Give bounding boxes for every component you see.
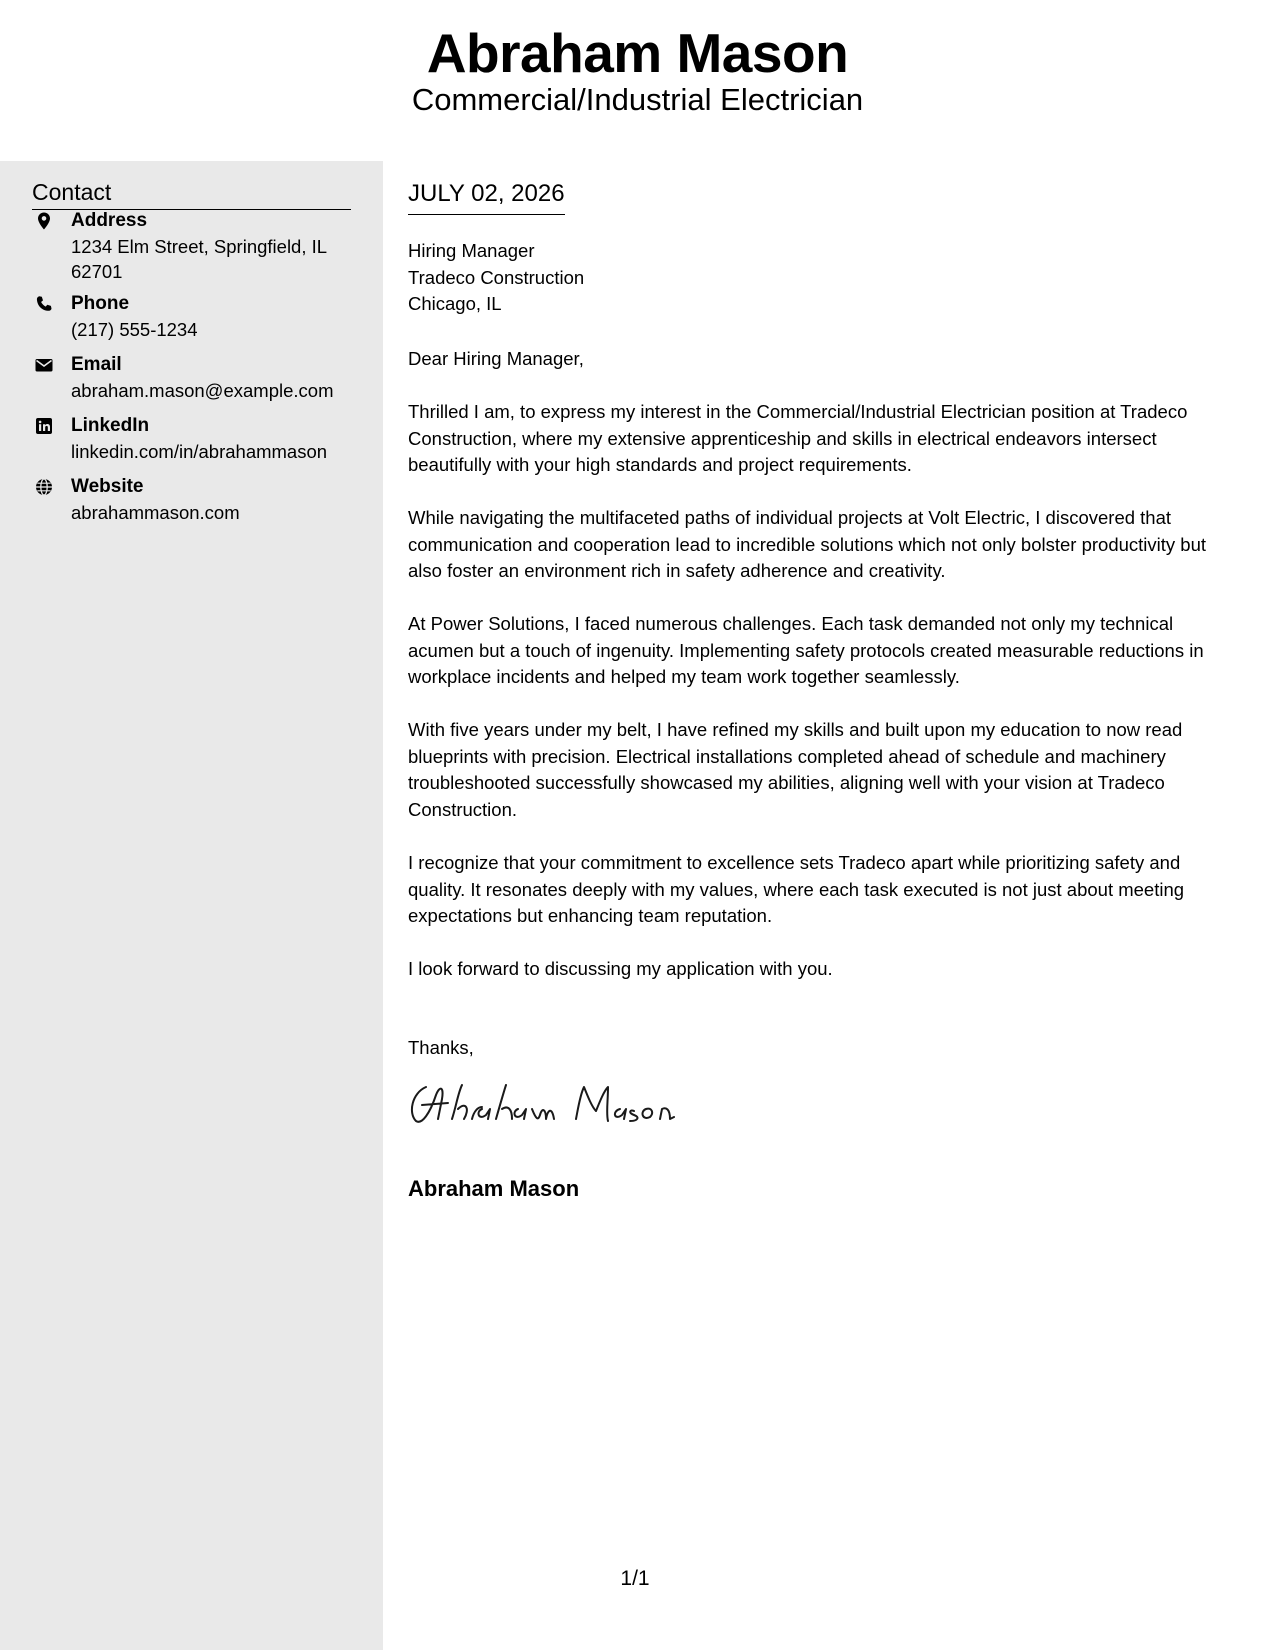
- recipient-location: Chicago, IL: [408, 293, 502, 314]
- globe-icon: [34, 477, 54, 497]
- envelope-icon: [34, 355, 54, 375]
- paragraph: While navigating the multifaceted paths of individual projects at Volt Electric, I discovered that communication and cooperation lead to incredible solutions which not only bolster productivity but also foster an environment rich in safety adherence and creativity.: [408, 507, 1207, 581]
- contact-value: abraham.mason@example.com: [71, 380, 334, 401]
- contact-label: Phone: [71, 293, 130, 314]
- contact-label: Address: [71, 210, 148, 231]
- contact-value: abrahammason.com: [71, 502, 240, 523]
- contact-label: Website: [71, 476, 144, 497]
- contact-value: 1234 Elm Street, Springfield, IL 62701: [71, 236, 327, 282]
- paragraph: Thrilled I am, to express my interest in the Commercial/Industrial Electrician position at Tradeco Construction, where my extensive apprenticeship and skills in electrical endeavors intersect beautifully with your high standards and project requirements.: [408, 401, 1188, 475]
- contact-sidebar: [0, 161, 383, 1650]
- recipient-title: Hiring Manager: [408, 240, 535, 261]
- paragraph: At Power Solutions, I faced numerous challenges. Each task demanded not only my technical acumen but a touch of ingenuity. Implementing safety protocols created measurable reductions in workplace incidents and helped my team work together seamlessly.: [408, 613, 1204, 687]
- paragraph: I recognize that your commitment to excellence sets Tradeco apart while prioritizing safety and quality. It resonates deeply with my values, where each task executed is not just about meeting expectations but enhancing team reputation.: [408, 852, 1185, 926]
- contact-label: Email: [71, 354, 122, 375]
- contact-label: LinkedIn: [71, 415, 150, 436]
- salutation: Dear Hiring Manager,: [408, 348, 584, 369]
- contact-heading: Contact: [32, 177, 351, 210]
- map-pin-icon: [34, 211, 54, 231]
- signer-name: Abraham Mason: [408, 1176, 580, 1201]
- recipient-company: Tradeco Construction: [408, 266, 585, 288]
- page-number: 1/1: [620, 1567, 650, 1590]
- contact-value: (217) 555-1234: [71, 319, 198, 340]
- candidate-name: Abraham Mason: [426, 22, 849, 84]
- contact-value: linkedin.com/in/abrahammason: [71, 441, 328, 462]
- handwritten-signature: [408, 1079, 708, 1127]
- header: [0, 0, 1275, 161]
- letter-date: JULY 02, 2026: [408, 179, 565, 215]
- phone-icon: [34, 294, 54, 314]
- closing: Thanks,: [408, 1037, 474, 1058]
- recipient-block: [408, 238, 584, 318]
- paragraph: I look forward to discussing my application with you.: [408, 958, 833, 979]
- linkedin-icon: [34, 416, 54, 436]
- candidate-title: Commercial/Industrial Electrician: [411, 82, 864, 117]
- paragraph: With five years under my belt, I have refined my skills and built upon my education to now read blueprints with precision. Electrical installations completed ahead of schedule and machinery troubleshooted successfully showcased my abilities, aligning well with your vision at Tradeco Construction.: [408, 719, 1183, 820]
